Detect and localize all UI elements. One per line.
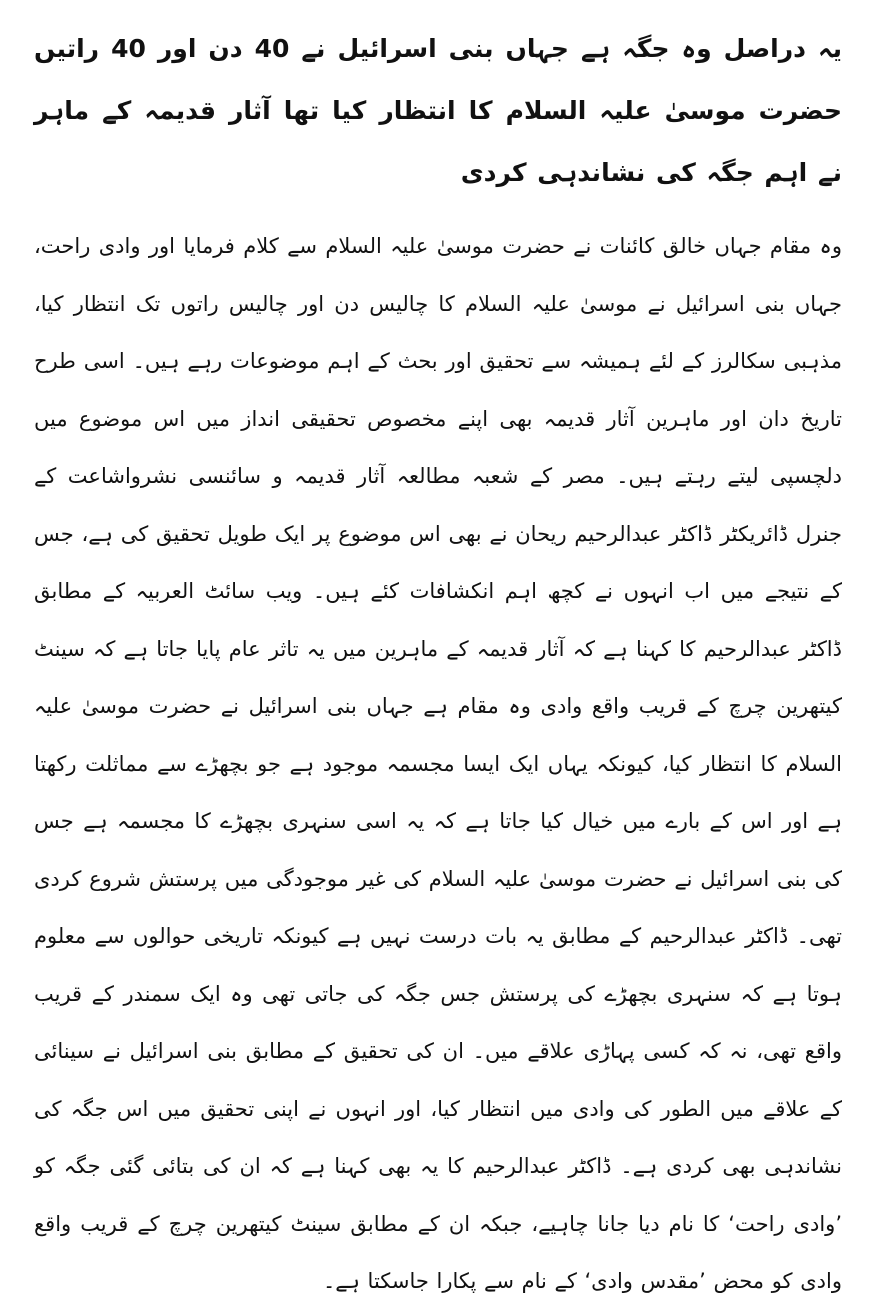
article-body: وہ مقام جہاں خالق کائنات نے حضرت موسیٰ علیہ السلام سے کلام فرمایا اور وادی راحت، جہاں بنی اسرائیل نے موسیٰ علیہ السلام کا چالیس دن اور چالیس راتوں تک انتظار کیا، مذہبی سکالرز کے لئے ہمیشہ سے تحقیق اور بحث کے اہم موضوعات رہے ہیں۔ اسی طرح تاریخ دان اور ماہرین آثار قدیمہ بھی اپنے مخصوص تحقیقی انداز میں اس موضوع میں دلچسپی لیتے رہتے ہیں۔ مصر کے شعبہ مطالعہ آثار قدیمہ و سائنسی نشرواشاعت کے جنرل ڈائریکٹر ڈاکٹر عبدالرحیم ریحان نے بھی اس موضوع پر ایک طویل تحقیق کی ہے، جس کے نتیجے میں اب انہوں نے کچھ اہم انکشافات کئے ہیں۔ ویب سائٹ العربیہ کے مطابق ڈاکٹر عبدالرحیم کا کہنا ہے کہ آثار قدیمہ کے ماہرین میں یہ تاثر عام پایا جاتا ہے کہ سینٹ کیتھرین چرچ کے قریب واقع وادی وہ مقام ہے جہاں بنی اسرائیل نے حضرت موسیٰ علیہ السلام کا انتظار کیا، کیونکہ یہاں ایک ایسا مجسمہ موجود ہے جو بچھڑے سے مماثلت رکھتا ہے اور اس کے بارے میں خیال کیا جاتا ہے کہ یہ اسی سنہری بچھڑے کا مجسمہ ہے جس کی بنی اسرائیل نے حضرت موسیٰ علیہ السلام کی غیر موجودگی میں پرستش شروع کردی تھی۔ ڈاکٹر عبدالرحیم کے مطابق یہ بات درست نہیں ہے کیونکہ تاریخی حوالوں سے معلوم ہوتا ہے کہ سنہری بچھڑے کی پرستش جس جگہ کی جاتی تھی وہ ایک سمندر کے قریب واقع تھی، نہ کہ کسی پہاڑی علاقے میں۔ ان کی تحقیق کے مطابق بنی اسرائیل نے سینائی کے علاقے میں الطور کی وادی میں انتظار کیا، اور انہوں نے اپنی تحقیق میں اس جگہ کی نشاندہی بھی کردی ہے۔ ڈاکٹر عبدالرحیم کا یہ بھی کہنا ہے کہ ان کی بتائی گئی جگہ کو ’وادی راحت‘ کا نام دیا جانا چاہیے، جبکہ ان کے مطابق سینٹ کیتھرین چرچ کے قریب واقع وادی کو محض ’مقدس وادی‘ کے نام سے پکارا جاسکتا ہے۔	[34, 234, 842, 1293]
article-headline: یہ دراصل وہ جگہ ہے جہاں بنی اسرائیل نے 40 دن اور 40 راتیں حضرت موسیٰ علیہ السلام کا انتظار کیا تھا آثار قدیمہ کے ماہر نے اہم جگہ کی نشاندہی کردی	[34, 34, 842, 187]
